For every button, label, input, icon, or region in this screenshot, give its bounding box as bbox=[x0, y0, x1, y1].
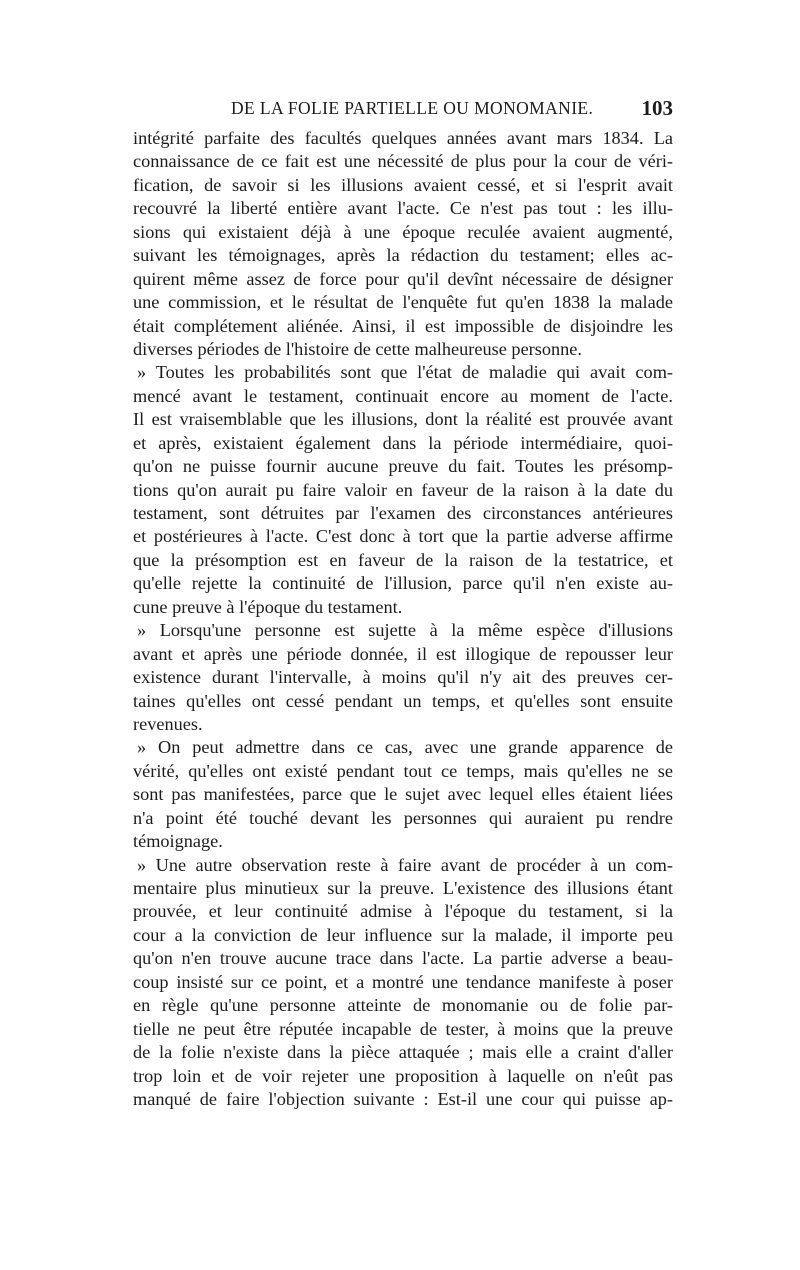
text-line: » Toutes les probabilités sont que l'état de maladie qui avait com- bbox=[137, 362, 673, 383]
text-line: vérité, qu'elles ont existé pendant tout ce temps, mais qu'elles ne se bbox=[133, 760, 673, 781]
text-line: mentaire plus minutieux sur la preuve. L'existence des illusions étant bbox=[133, 878, 673, 898]
text-line: trop loin et de voir rejeter une proposition à laquelle on n'eût pas bbox=[133, 1065, 673, 1086]
text-line: quirent même assez de force pour qu'il devînt nécessaire de désigner bbox=[133, 268, 673, 289]
text-line: intégrité parfaite des facultés quelques années avant mars 1834. La bbox=[133, 128, 673, 148]
text-line: avant et après une période donnée, il est illogique de repousser leur bbox=[133, 643, 673, 664]
text-line: cour a la conviction de leur influence sur la malade, il importe peu bbox=[133, 924, 673, 945]
text-line: tions qu'on aurait pu faire valoir en faveur de la raison à la date du bbox=[133, 479, 673, 500]
running-title: DE LA FOLIE PARTIELLE OU MONOMANIE. bbox=[231, 98, 594, 118]
text-line: qu'elle rejette la continuité de l'illusion, parce qu'il n'en existe au- bbox=[133, 573, 673, 594]
text-line: fication, de savoir si les illusions avaient cessé, et si l'esprit avait bbox=[133, 174, 673, 195]
text-line: tielle ne peut être réputée incapable de tester, à moins que la preuve bbox=[133, 1018, 673, 1039]
text-line: une commission, et le résultat de l'enquête fut qu'en 1838 la malade bbox=[133, 292, 673, 313]
text-line: » Une autre observation reste à faire avant de procéder à un com- bbox=[137, 854, 673, 875]
text-line: de la folie n'existe dans la pièce attaquée ; mais elle a craint d'aller bbox=[133, 1042, 673, 1063]
text-line: n'a point été touché devant les personnes qui auraient pu rendre bbox=[133, 807, 673, 828]
text-line: en règle qu'une personne atteinte de monomanie ou de folie par- bbox=[133, 995, 673, 1016]
page-number: 103 bbox=[641, 96, 673, 120]
text-line: manqué de faire l'objection suivante : Est-il une cour qui puisse ap- bbox=[133, 1088, 673, 1109]
text-line: Il est vraisemblable que les illusions, dont la réalité est prouvée avant bbox=[133, 409, 673, 430]
text-line: testament, sont détruites par l'examen des circonstances antérieures bbox=[133, 503, 673, 523]
text-line: taines qu'elles ont cessé pendant un temps, et qu'elles sont ensuite bbox=[133, 690, 673, 711]
text-line: prouvée, et leur continuité admise à l'époque du testament, si la bbox=[133, 901, 673, 922]
text-line: était complétement aliénée. Ainsi, il est impossible de disjoindre les bbox=[133, 315, 673, 336]
text-line: suivant les témoignages, après la rédaction du testament; elles ac- bbox=[133, 245, 673, 266]
text-line: » On peut admettre dans ce cas, avec une grande apparence de bbox=[137, 737, 673, 758]
text-line: existence durant l'intervalle, à moins qu'il n'y ait des preuves cer- bbox=[133, 667, 673, 688]
text-line: mencé avant le testament, continuait encore au moment de l'acte. bbox=[133, 385, 673, 406]
text-line: et après, existaient également dans la période intermédiaire, quoi- bbox=[133, 432, 673, 453]
text-line: diverses périodes de l'histoire de cette malheureuse personne. bbox=[133, 338, 582, 359]
text-line: que la présomption est en faveur de la raison de la testatrice, et bbox=[133, 549, 673, 570]
text-line: cune preuve à l'époque du testament. bbox=[133, 596, 403, 617]
text-line: témoignage. bbox=[133, 831, 223, 852]
text-line: revenues. bbox=[133, 713, 203, 734]
text-line: sions qui existaient déjà à une époque reculée avaient augmenté, bbox=[133, 221, 673, 242]
text-line: et postérieures à l'acte. C'est donc à tort que la partie adverse affirme bbox=[133, 526, 673, 547]
text-line: » Lorsqu'une personne est sujette à la même espèce d'illusions bbox=[137, 620, 673, 641]
text-line: coup insisté sur ce point, et a montré une tendance manifeste à poser bbox=[133, 971, 673, 992]
text-line: sont pas manifestées, parce que le sujet avec lequel elles étaient liées bbox=[133, 784, 673, 805]
text-line: qu'on ne puisse fournir aucune preuve du fait. Toutes les présomp- bbox=[133, 456, 673, 477]
text-line: connaissance de ce fait est une nécessité de plus pour la cour de véri- bbox=[133, 151, 673, 172]
text-line: recouvré la liberté entière avant l'acte. Ce n'est pas tout : les illu- bbox=[133, 198, 673, 219]
body-text bbox=[133, 127, 673, 1111]
running-head bbox=[133, 96, 673, 126]
text-line: qu'on n'en trouve aucune trace dans l'acte. La partie adverse a beau- bbox=[133, 948, 673, 969]
